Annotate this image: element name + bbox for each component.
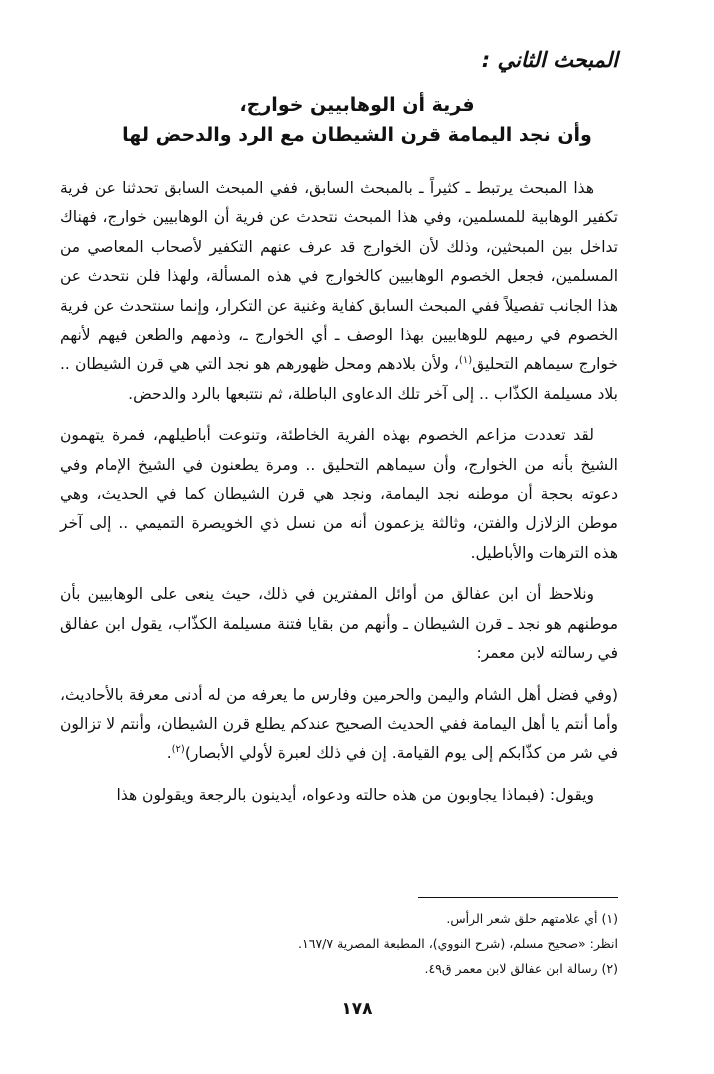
quotation-text: (وفي فضل أهل الشام واليمن والحرمين وفارس ما يعرفه من له أدنى معرفة بالأحاديث، وأما أنتم يا أهل اليمامة ففي الحديث الصحيح عندكم يطلع قرن الشيطان، وأنتم لا تزالون في شر من كذّابكم إلى يوم القيامة. إن في ذلك لعبرة لأولي الأبصار) <box>60 685 618 763</box>
footnote-mark-1: (١) <box>458 355 473 367</box>
chapter-title-line-2: وأن نجد اليمامة قرن الشيطان مع الرد والدحض لها <box>122 124 592 146</box>
quotation-text-end: . <box>166 744 172 763</box>
paragraph-2 <box>60 421 618 568</box>
page-number: ١٧٨ <box>341 999 373 1019</box>
footnote-1: (١) أي علامتهم حلق شعر الرأس. <box>446 911 618 926</box>
paragraph-1 <box>60 174 618 409</box>
paragraph-2-text: لقد تعددت مزاعم الخصوم بهذه الفرية الخاطئة، وتنوعت أباطيلهم، فمرة يتهمون الشيخ بأنه من الخوارج، وأن سيماهم التحليق .. ومرة يطعنون في الشيخ الإمام وفي دعوته بحجة أن موطنه نجد اليمامة، ونجد هي قرن الشيطان كما في الحديث، وهي موطن الزلازل والفتن، وثالثة يزعمون أنه من نسل ذي الخويصرة التميمي .. إلى آخر هذه الترهات والأباطيل. <box>60 426 618 562</box>
body-text <box>60 174 618 822</box>
footnotes <box>120 906 618 981</box>
footnote-2: (٢) رسالة ابن عفالق لابن معمر ق٤٩. <box>424 961 618 976</box>
footnote-mark-2: (٢) <box>171 744 185 756</box>
chapter-title <box>80 90 634 150</box>
paragraph-3 <box>60 580 618 668</box>
quotation-paragraph <box>60 681 618 769</box>
paragraph-5-text: ويقول: (فبماذا يجاوبون من هذه حالته ودعواه، أيدينون بالرجعة ويقولون هذا <box>116 785 594 804</box>
paragraph-1-text: هذا المبحث يرتبط ـ كثيراً ـ بالمبحث السابق، ففي المبحث السابق تحدثنا عن فرية تكفير الوهابية للمسلمين، وفي هذا المبحث نتحدث عن فرية أن الوهابيين خوارج، فهناك تداخل بين المبحثين، وذلك لأن الخوارج قد عرف عنهم التكفير لأصحاب المعاصي من المسلمين، فجعل الخصوم الوهابيين كالخوارج في هذه المسألة، ولهذا فلن نتحدث عن هذا الجانب تفصيلاً ففي المبحث السابق كفاية وغنية عن التكرار، وإنما سنتحدث عن فرية الخصوم في رميهم للوهابيين بهذا الوصف ـ أي الخوارج ـ، وذمهم والطعن فيهم لأنهم خوارج سيماهم التحليق <box>60 179 619 374</box>
chapter-title-line-1: فرية أن الوهابيين خوارج، <box>239 94 475 116</box>
footnote-1-reference: انظر: «صحيح مسلم، (شرح النووي)، المطبعة المصرية ١٦٧/٧. <box>298 936 618 951</box>
footnote-divider <box>418 897 618 898</box>
section-title: المبحث الثاني : <box>481 48 618 72</box>
paragraph-3-text: ونلاحظ أن ابن عفالق من أوائل المفترين في ذلك، حيث ينعى على الوهابيين بأن موطنهم هو نجد ـ قرن الشيطان ـ وأنهم من بقايا فتنة مسيلمة الكذّاب، يقول ابن عفالق في رسالته لابن معمر: <box>60 585 618 663</box>
paragraph-1-text-end: ، ولأن بلادهم ومحل ظهورهم هو نجد التي هي قرن الشيطان .. بلاد مسيلمة الكذّاب .. إلى آخر تلك الدعاوى الباطلة، ثم نتتبعها بالرد والدحض. <box>60 355 618 403</box>
paragraph-5 <box>60 781 618 810</box>
